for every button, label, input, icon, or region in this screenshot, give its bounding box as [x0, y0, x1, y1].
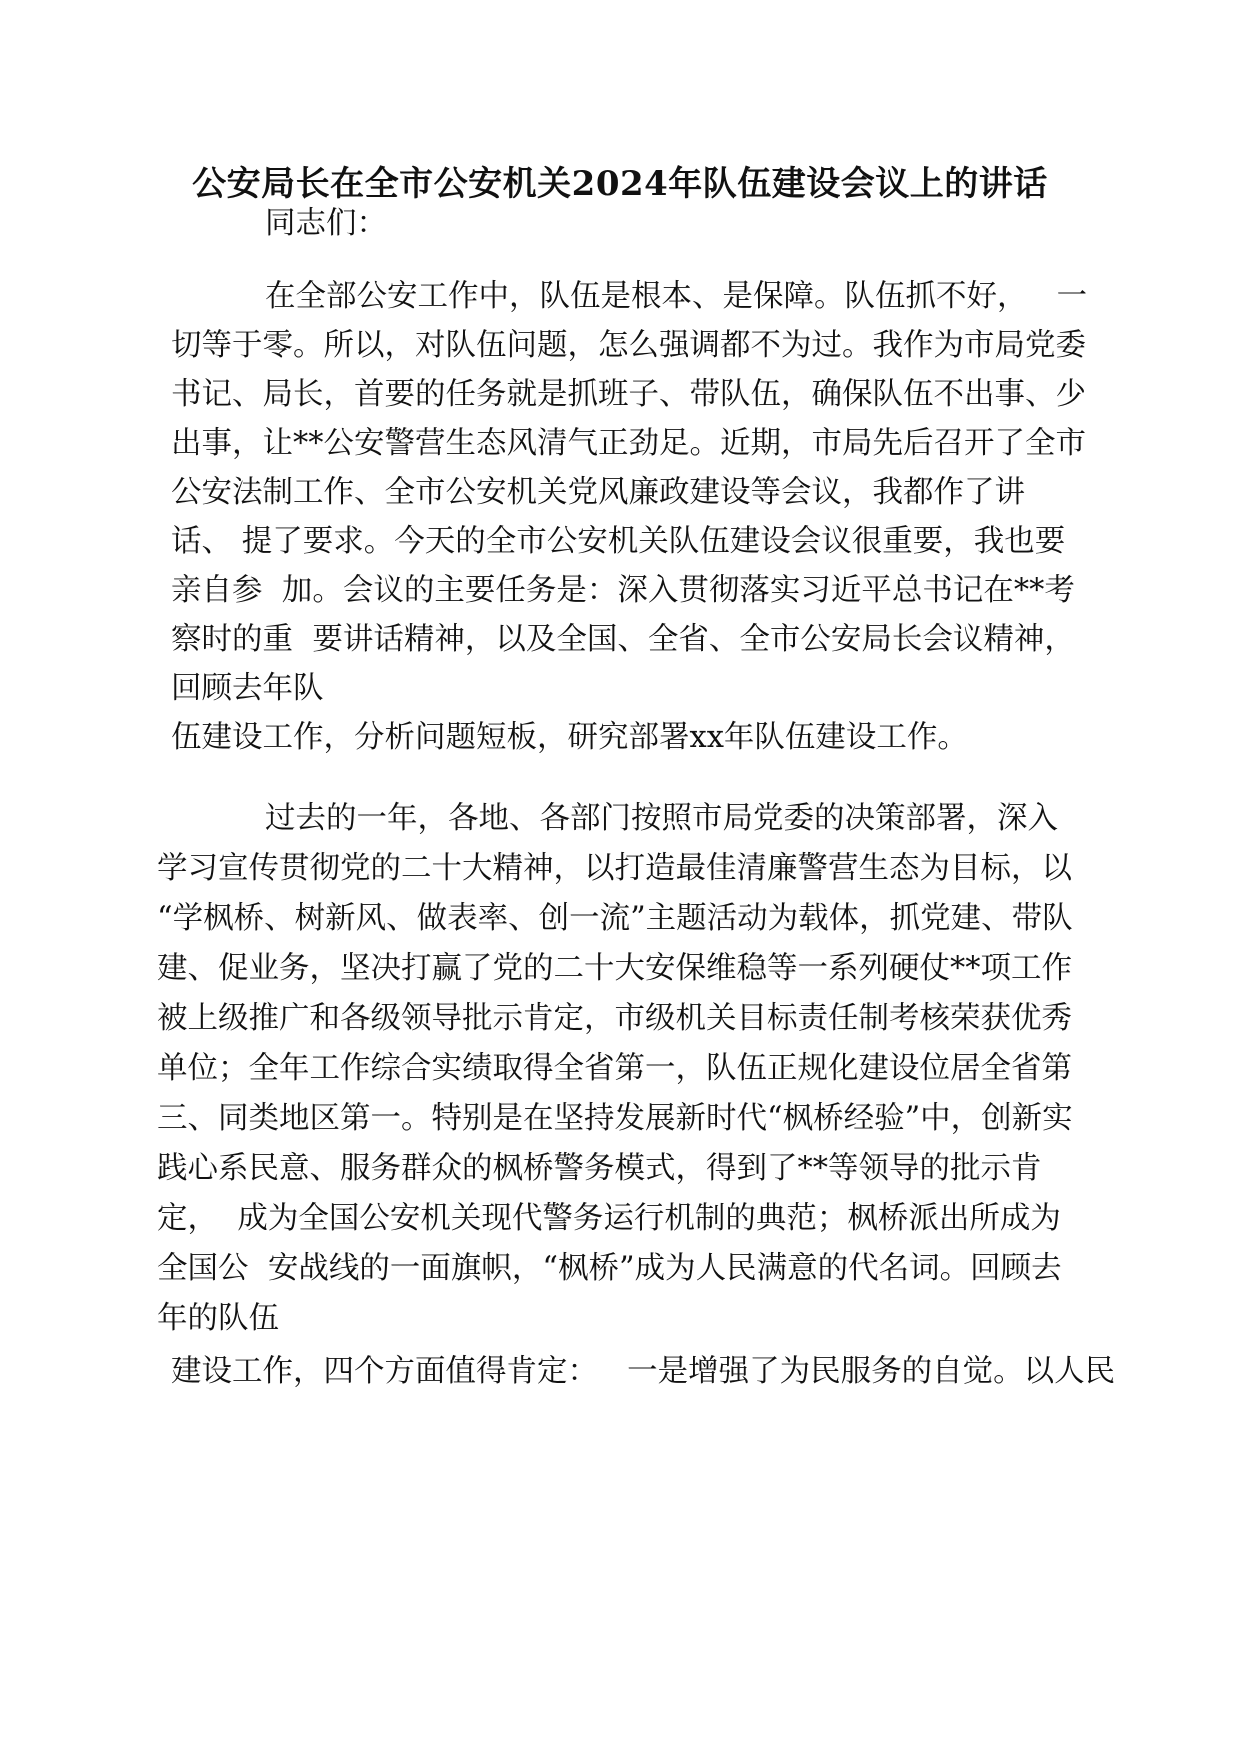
- paragraph2-line: 全国公 安战线的一面旗帜，“枫桥”成为人民满意的代名词。回顾去: [157, 1251, 1062, 1286]
- salutation: 同志们：: [265, 206, 387, 241]
- paragraph1-line: 在全部公安工作中，队伍是根本、是保障。队伍抓不好， 一: [265, 279, 1088, 314]
- paragraph1-line: 公安法制工作、全市公安机关党风廉政建设等会议，我都作了讲: [171, 475, 1025, 510]
- paragraph1-line: 书记、局长，首要的任务就是抓班子、带队伍，确保队伍不出事、少: [171, 377, 1086, 412]
- paragraph2-line: 学习宣传贯彻党的二十大精神，以打造最佳清廉警营生态为目标，以: [157, 851, 1072, 886]
- paragraph2-line: 单位；全年工作综合实绩取得全省第一，队伍正规化建设位居全省第: [157, 1051, 1072, 1086]
- paragraph2-line: 建设工作，四个方面值得肯定： 一是增强了为民服务的自觉。以人民: [171, 1354, 1116, 1389]
- paragraph1-line: 话、 提了要求。今天的全市公安机关队伍建设会议很重要，我也要: [171, 524, 1066, 559]
- paragraph2-line: 三、同类地区第一。特别是在坚持发展新时代“枫桥经验”中，创新实: [157, 1101, 1073, 1136]
- paragraph1-line: 察时的重 要讲话精神，以及全国、全省、全市公安局长会议精神，: [171, 622, 1075, 657]
- paragraph1-line: 回顾去年队: [171, 671, 324, 706]
- paragraph1-line: 伍建设工作，分析问题短板，研究部署xx年队伍建设工作。: [171, 720, 968, 755]
- paragraph2-line: 践心系民意、服务群众的枫桥警务模式，得到了**等领导的批示肯: [157, 1151, 1042, 1186]
- paragraph2-line: “学枫桥、树新风、做表率、创一流”主题活动为载体，抓党建、带队: [157, 901, 1073, 936]
- paragraph2-line: 定， 成为全国公安机关现代警务运行机制的典范；枫桥派出所成为: [157, 1201, 1061, 1236]
- paragraph2-line: 被上级推广和各级领导批示肯定，市级机关目标责任制考核荣获优秀: [157, 1001, 1072, 1036]
- document-title: 公安局长在全市公安机关2024年队伍建设会议上的讲话: [192, 164, 1048, 204]
- paragraph1-line: 亲自参 加。会议的主要任务是：深入贯彻落实习近平总书记在**考: [171, 573, 1075, 608]
- paragraph2-line: 年的队伍: [157, 1301, 279, 1336]
- paragraph2-line: 过去的一年，各地、各部门按照市局党委的决策部署，深入: [265, 801, 1058, 836]
- paragraph1-line: 出事，让**公安警营生态风清气正劲足。近期，市局先后召开了全市: [171, 426, 1086, 461]
- paragraph2-line: 建、促业务，坚决打赢了党的二十大安保维稳等一系列硬仗**项工作: [157, 951, 1072, 986]
- paragraph1-line: 切等于零。所以，对队伍问题，怎么强调都不为过。我作为市局党委: [171, 328, 1086, 363]
